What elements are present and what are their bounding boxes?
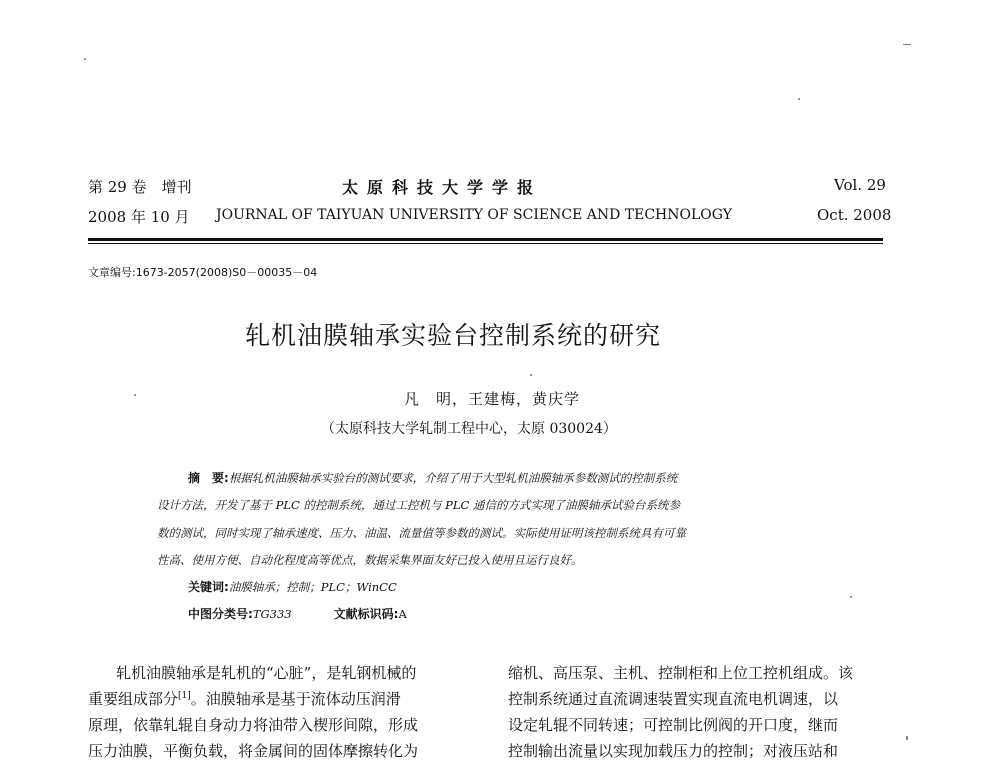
body-right-line: 控制输出流量以实现加载压力的控制；对液压站和	[508, 742, 839, 760]
classification-value: TG333	[252, 607, 292, 621]
scan-speck	[84, 58, 86, 60]
date-cn: 2008 年 10 月	[88, 208, 190, 226]
date-en: Oct. 2008	[817, 206, 892, 224]
scan-speck	[134, 394, 136, 396]
classification-label: 中图分类号:	[188, 607, 253, 621]
body-left-text: 重要组成部分	[88, 690, 179, 708]
keywords-line	[188, 575, 397, 599]
abstract-line: 性高、使用方便、自动化程度高等优点，数据采集界面友好已投入使用且运行良好。	[157, 553, 583, 567]
body-left-line: 轧机油膜轴承是轧机的“心脏”，是轧钢机械的	[116, 664, 417, 682]
scan-speck	[906, 736, 908, 740]
scan-speck	[850, 596, 852, 598]
authors: 凡 明，王建梅，黄庆学	[404, 390, 581, 408]
journal-title-cn: 太原科技大学学报	[342, 178, 543, 197]
citation-ref: [1]	[178, 691, 191, 701]
scan-speck	[798, 98, 800, 100]
doc-code-value: A	[398, 607, 407, 621]
body-left-text: 。油膜轴承是基于流体动压润滑	[190, 690, 401, 708]
affiliation: （太原科技大学轧制工程中心，太原 030024）	[321, 421, 617, 437]
classification-line	[188, 602, 407, 626]
body-left-line: 压力油膜，平衡负载，将金属间的固体摩擦转化为	[88, 742, 419, 760]
header-rule-thick	[88, 238, 883, 241]
volume-en: Vol. 29	[834, 176, 886, 194]
doc-code-label: 文献标识码:	[333, 607, 399, 621]
abstract-line: 设计方法，开发了基于 PLC 的控制系统，通过工控机与 PLC 通信的方式实现了油膜轴承试验台系统参	[157, 498, 680, 512]
keywords-value: 油膜轴承；控制；PLC；WinCC	[228, 580, 397, 594]
header-rule-thin	[88, 243, 883, 244]
body-right-line: 设定轧辊不同转速；可控制比例阀的开口度，继而	[508, 716, 839, 734]
body-left-line	[88, 688, 401, 709]
journal-title-en: JOURNAL OF TAIYUAN UNIVERSITY OF SCIENCE AND TECHNOLOGY	[216, 207, 732, 223]
scan-speck	[903, 44, 911, 45]
body-right-line: 控制系统通过直流调速装置实现直流电机调速，以	[508, 690, 839, 708]
volume-cn: 第 29 卷 增刊	[88, 178, 192, 196]
abstract-line: 数的测试，同时实现了轴承速度、压力、油温、流量值等参数的测试。实际使用证明该控制系统具有可靠	[157, 526, 686, 540]
article-number: 文章编号:1673-2057(2008)S0－00035－04	[88, 266, 318, 279]
abstract-line	[188, 466, 677, 490]
paper-title: 轧机油膜轴承实验台控制系统的研究	[245, 321, 662, 350]
scan-speck	[530, 374, 532, 376]
abstract-text: 根据轧机油膜轴承实验台的测试要求，介绍了用于大型轧机油膜轴承参数测试的控制系统	[228, 471, 678, 485]
body-right-line: 缩机、高压泵、主机、控制柜和上位工控机组成。该	[508, 664, 854, 682]
keywords-label: 关键词:	[188, 580, 229, 594]
abstract-label: 摘 要:	[188, 471, 229, 485]
body-left-line: 原理，依靠轧辊自身动力将油带入楔形间隙，形成	[88, 716, 419, 734]
